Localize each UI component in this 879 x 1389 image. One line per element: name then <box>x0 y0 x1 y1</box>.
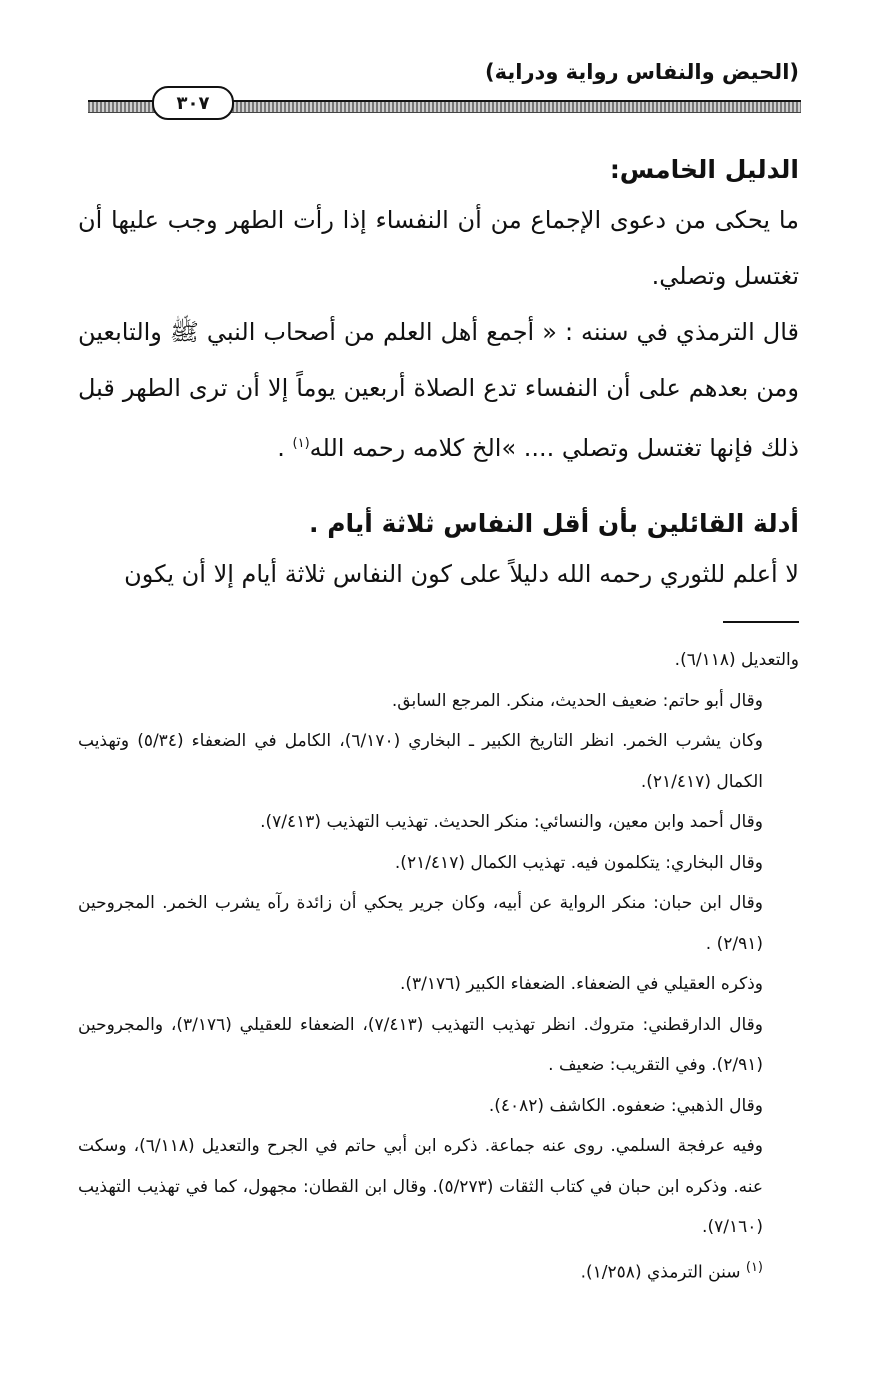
paragraph-tirmidhi <box>78 304 799 476</box>
footnote-line: وقال أبو حاتم: ضعيف الحديث، منكر. المرجع السابق. <box>391 690 763 711</box>
section-heading: الدليل الخامس: <box>609 155 799 184</box>
footnotes <box>78 640 799 1293</box>
running-title: (الحيض والنفاس رواية ودراية) <box>485 60 799 84</box>
footnote-line: وقال ابن حبان: منكر الرواية عن أبيه، وكان جرير يحكي أن زائدة رآه يشرب الخمر. المجروحين (٢/٩١) . <box>78 893 763 954</box>
section-heading: أدلة القائلين بأن أقل النفاس ثلاثة أيام . <box>309 509 799 538</box>
footnote-mark: (١) <box>745 1259 763 1275</box>
footnote-line: والتعديل (٦/١١٨). <box>674 650 799 670</box>
page-number: ٣٠٧ <box>176 92 210 114</box>
paragraph-end: . <box>277 434 293 462</box>
footnote-reference: (١) <box>292 436 310 451</box>
footnote-line: وكان يشرب الخمر. انظر التاريخ الكبير ـ البخاري (٦/١٧٠)، الكامل في الضعفاء (٥/٣٤) وتهذيب الكمال (٢١/٤١٧). <box>78 731 763 792</box>
footnote-text: سنن الترمذي (١/٢٥٨). <box>580 1262 746 1283</box>
footnote-line: وقال الدارقطني: متروك. انظر تهذيب التهذيب (٧/٤١٣)، الضعفاء للعقيلي (٣/١٧٦)، والمجروحين (٢/٩١). وفي التقريب: ضعيف . <box>78 1014 764 1075</box>
footnote-line: وقال أحمد وابن معين، والنسائي: منكر الحديث. تهذيب التهذيب (٧/٤١٣). <box>260 812 763 832</box>
paragraph-text: قال الترمذي في سننه : « أجمع أهل العلم من أصحاب النبي ﷺ والتابعين ومن بعدهم على أن النفساء تدع الصلاة أربعين يوماً إلا أن ترى الطهر قبل ذلك فإنها تغتسل وتصلي .... »الخ كلامه رحمه الله <box>78 318 799 462</box>
footnote-separator <box>723 621 799 623</box>
footnote-line: وذكره العقيلي في الضعفاء. الضعفاء الكبير (٣/١٧٦). <box>399 974 763 994</box>
footnote-line: وقال البخاري: يتكلمون فيه. تهذيب الكمال (٢١/٤١٧). <box>394 852 763 873</box>
page-number-badge <box>152 86 234 120</box>
paragraph: لا أعلم للثوري رحمه الله دليلاً على كون النفاس ثلاثة أيام إلا أن يكون <box>124 560 799 588</box>
section-three-days-evidence <box>78 502 799 602</box>
footnote-line: وفيه عرفجة السلمي. روى عنه جماعة. ذكره ابن أبي حاتم في الجرح والتعديل (٦/١١٨)، وسكت عنه. وذكره ابن حبان في كتاب الثقات (٥/٢٧٣). وقال ابن القطان: مجهول، كما في تهذيب التهذيب (٧/١٦٠). <box>78 1136 763 1237</box>
paragraph: ما يحكى من دعوى الإجماع من أن النفساء إذا رأت الطهر وجب عليها أن تغتسل وتصلي. <box>78 206 799 290</box>
footnote-1 <box>78 1248 799 1293</box>
footnote-line: وقال الذهبي: ضعفوه. الكاشف (٤٠٨٢). <box>488 1095 763 1116</box>
section-fifth-evidence <box>78 148 799 476</box>
